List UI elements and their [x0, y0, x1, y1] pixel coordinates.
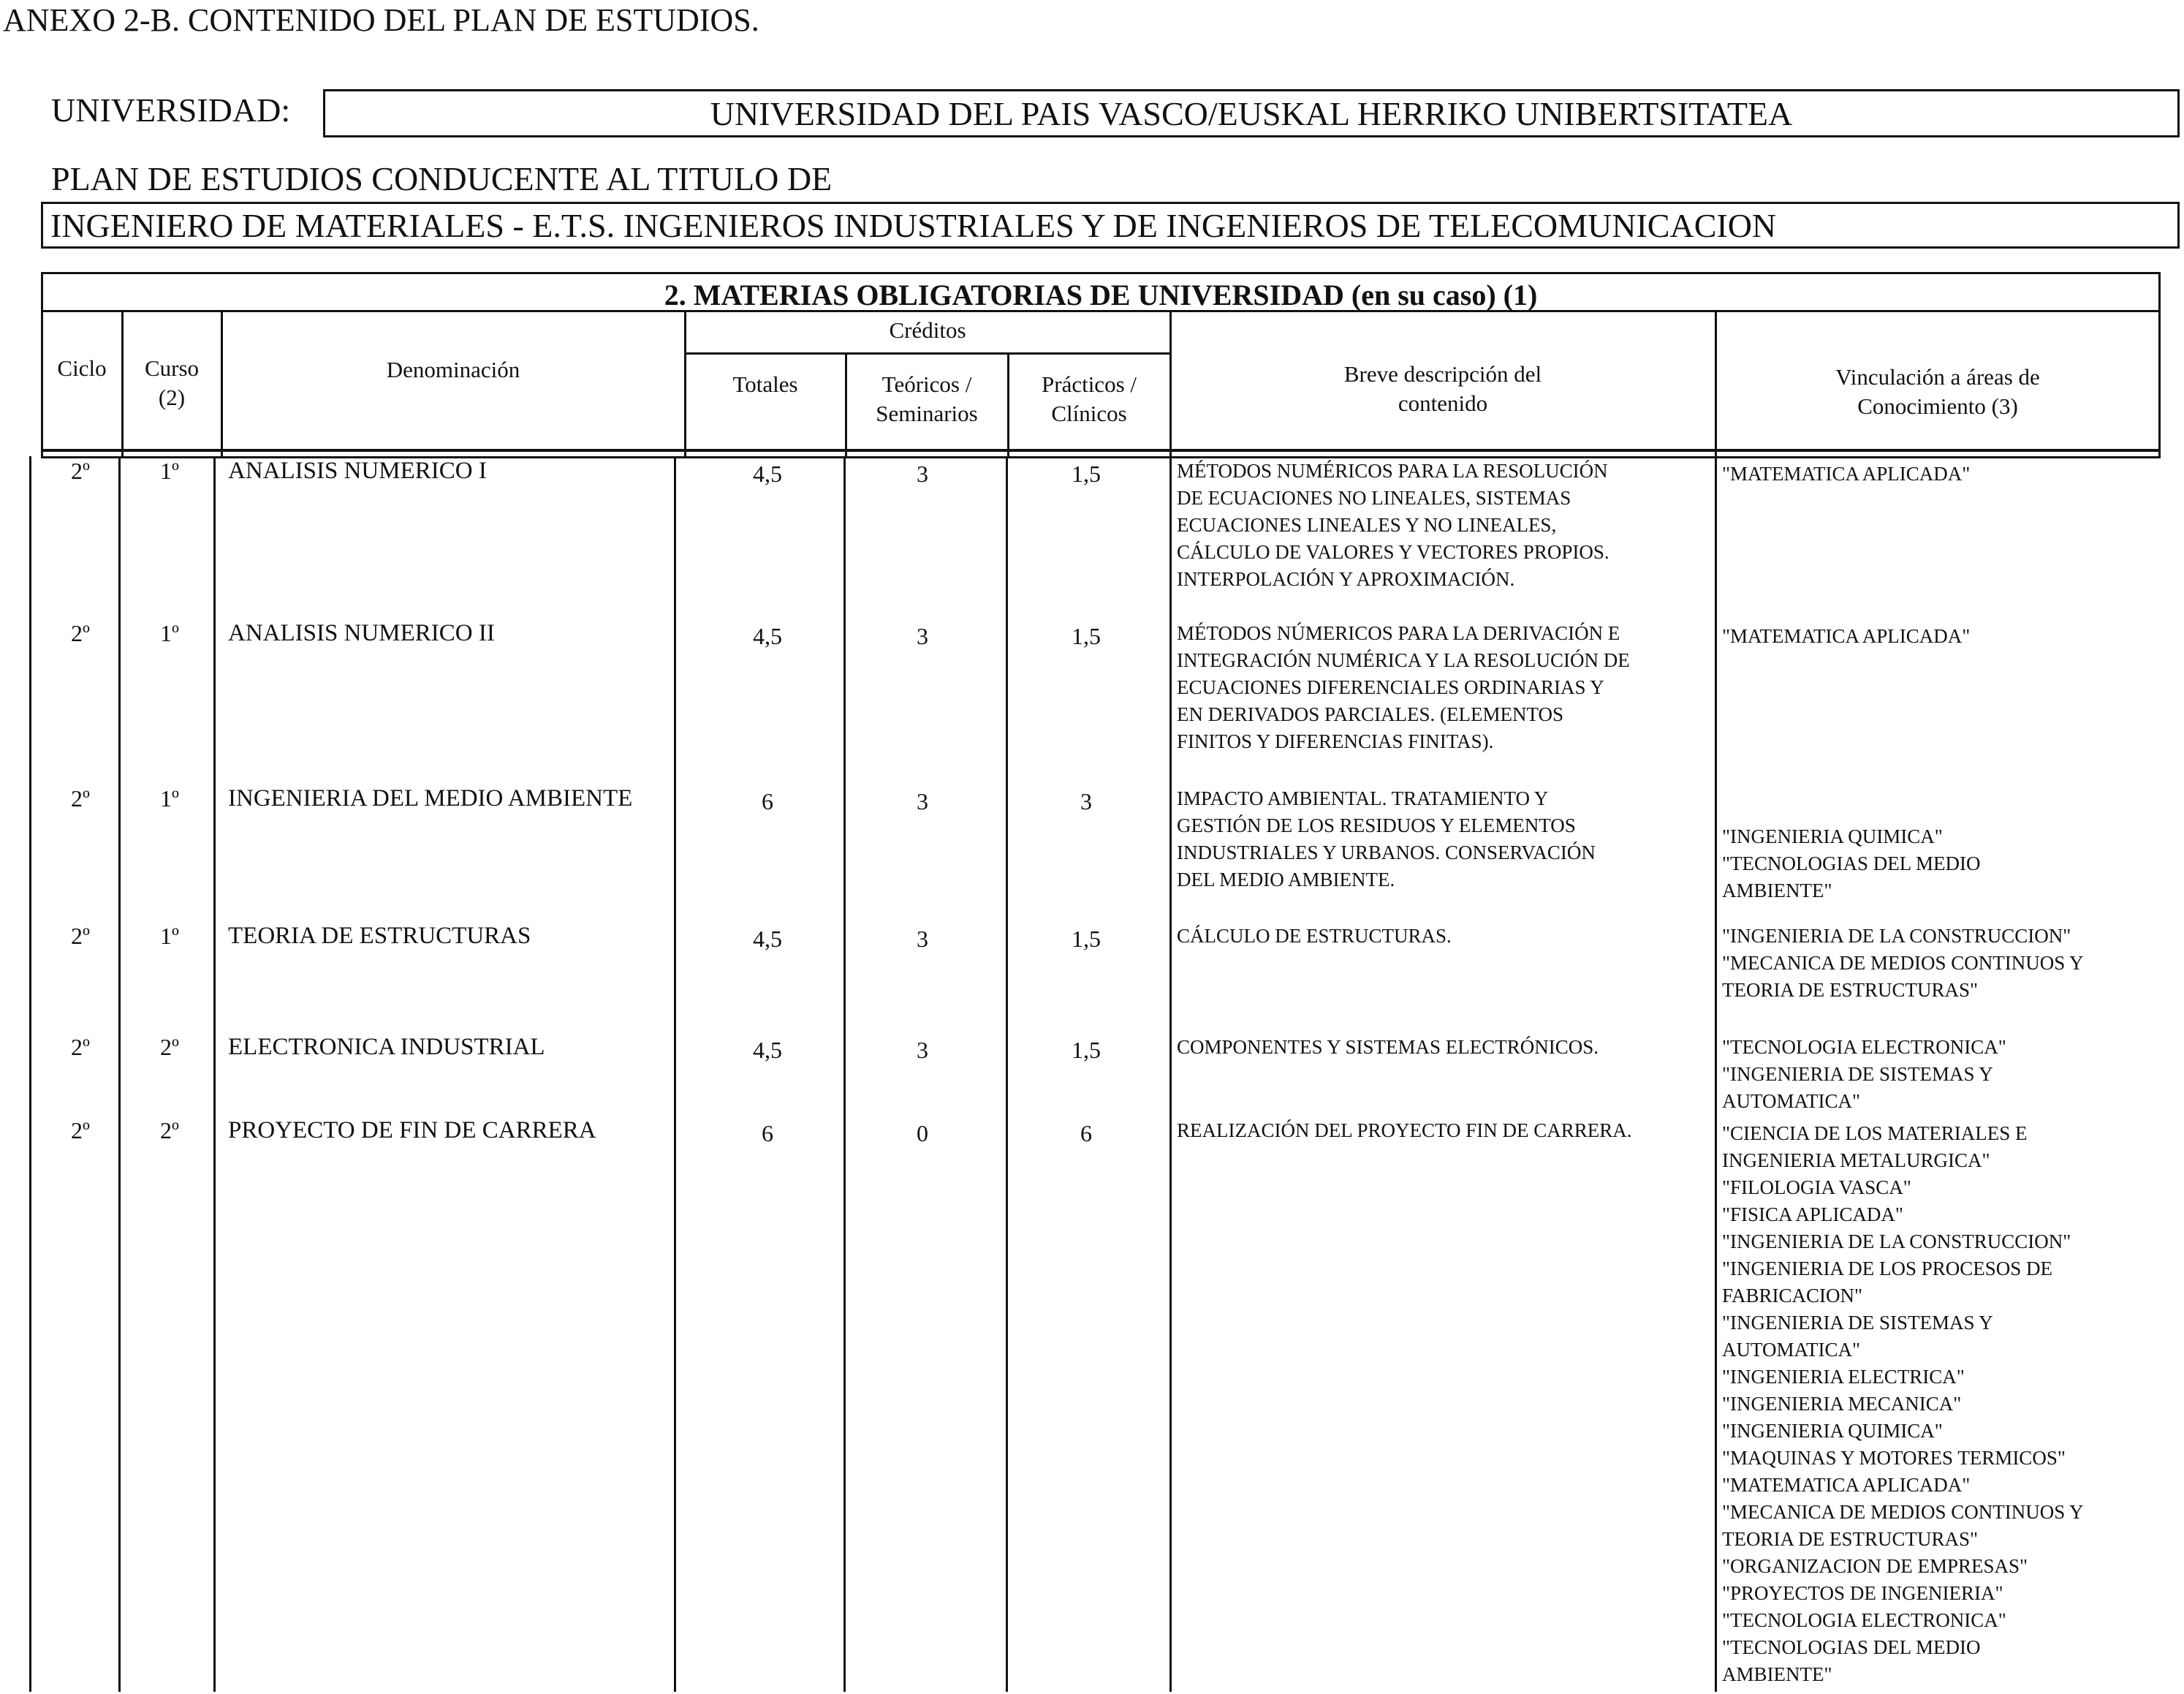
header-descripcion-label: Breve descripción del	[1343, 361, 1542, 387]
area-line: "MECANICA DE MEDIOS CONTINUOS Y	[1722, 1501, 2084, 1523]
body-left-border	[29, 456, 31, 1692]
area-line: "MATEMATICA APLICADA"	[1722, 463, 1971, 485]
descripcion-line: INDUSTRIALES Y URBANOS. CONSERVACIÓN	[1177, 842, 1596, 863]
cell-denominacion: ANALISIS NUMERICO I	[228, 458, 487, 484]
header-denominacion	[222, 355, 684, 385]
cell-descripcion	[1177, 785, 1596, 893]
descripcion-line: COMPONENTES Y SISTEMAS ELECTRÓNICOS.	[1177, 1036, 1599, 1058]
header-ciclo	[42, 354, 121, 383]
table-top-border	[41, 272, 2161, 274]
cell-curso: 1º	[160, 785, 179, 812]
cell-vinculacion	[1722, 923, 2084, 1004]
header-practicos	[1009, 370, 1169, 428]
cell-practicos: 1,5	[1072, 926, 1101, 952]
cell-ciclo: 2º	[71, 923, 90, 949]
descripcion-line: CÁLCULO DE ESTRUCTURAS.	[1177, 925, 1452, 947]
cell-teoricos: 0	[917, 1120, 928, 1146]
area-line: "INGENIERIA DE LA CONSTRUCCION"	[1722, 1230, 2071, 1252]
body-col-teoricos	[1006, 456, 1008, 1692]
descripcion-line: DE ECUACIONES NO LINEALES, SISTEMAS	[1177, 487, 1571, 509]
area-line: TEORIA DE ESTRUCTURAS"	[1722, 979, 1979, 1001]
cell-curso: 2º	[160, 1117, 179, 1143]
cell-descripcion	[1177, 923, 1452, 950]
cell-totales: 4,5	[753, 1037, 782, 1063]
area-line: "FILOLOGIA VASCA"	[1722, 1176, 1911, 1198]
area-line: "INGENIERIA ELECTRICA"	[1722, 1366, 1965, 1388]
area-line: "TECNOLOGIA ELECTRONICA"	[1722, 1036, 2006, 1058]
area-line: AMBIENTE"	[1722, 1663, 1832, 1685]
descripcion-line: ECUACIONES DIFERENCIALES ORDINARIAS Y	[1177, 676, 1604, 698]
area-line: "CIENCIA DE LOS MATERIALES E	[1722, 1122, 2028, 1144]
creditos-divider	[684, 352, 1169, 355]
header-teoricos-label: Teóricos /	[881, 371, 972, 397]
area-line: "INGENIERIA QUIMICA"	[1722, 1420, 1943, 1442]
cell-totales: 4,5	[753, 461, 782, 487]
descripcion-line: CÁLCULO DE VALORES Y VECTORES PROPIOS.	[1177, 541, 1609, 563]
cell-vinculacion	[1722, 823, 1980, 904]
area-line: "INGENIERIA DE LA CONSTRUCCION"	[1722, 925, 2071, 947]
header-totales-label: Totales	[732, 371, 798, 397]
area-line: TEORIA DE ESTRUCTURAS"	[1722, 1528, 1979, 1550]
area-line: "MECANICA DE MEDIOS CONTINUOS Y	[1722, 952, 2084, 974]
descripcion-line: INTERPOLACIÓN Y APROXIMACIÓN.	[1177, 568, 1515, 590]
header-vinculacion-sub: Conocimiento (3)	[1857, 393, 2018, 419]
descripcion-line: ECUACIONES LINEALES Y NO LINEALES,	[1177, 514, 1557, 536]
header-practicos-label: Prácticos /	[1042, 371, 1137, 397]
area-line: "INGENIERIA MECANICA"	[1722, 1393, 1962, 1415]
cell-descripcion	[1177, 1034, 1599, 1061]
header-descripcion-sub: contenido	[1398, 390, 1488, 416]
header-vinculacion-label: Vinculación a áreas de	[1835, 364, 2040, 390]
cell-denominacion: ELECTRONICA INDUSTRIAL	[228, 1034, 545, 1060]
area-line: INGENIERIA METALURGICA"	[1722, 1149, 1990, 1171]
area-line: "FISICA APLICADA"	[1722, 1203, 1903, 1225]
cell-vinculacion	[1722, 461, 1970, 488]
cell-descripcion	[1177, 620, 1630, 755]
cell-vinculacion	[1722, 1120, 2084, 1688]
degree-title-field: INGENIERO DE MATERIALES - E.T.S. INGENIEROS INDUSTRIALES Y DE INGENIEROS DE TELECOMUNICACION	[41, 202, 2180, 249]
cell-teoricos: 3	[917, 1037, 928, 1063]
area-line: "INGENIERIA QUIMICA"	[1722, 825, 1943, 847]
header-vinculacion	[1716, 363, 2159, 421]
cell-denominacion: INGENIERIA DEL MEDIO AMBIENTE	[228, 785, 633, 812]
body-col-descripcion	[1715, 456, 1717, 1692]
annex-title: ANEXO 2-B. CONTENIDO DEL PLAN DE ESTUDIOS.	[3, 2, 759, 38]
area-line: AUTOMATICA"	[1722, 1339, 1861, 1361]
area-line: "TECNOLOGIAS DEL MEDIO	[1722, 852, 1981, 874]
area-line: "MATEMATICA APLICADA"	[1722, 1474, 1971, 1496]
university-label: UNIVERSIDAD:	[51, 91, 291, 129]
cell-practicos: 1,5	[1072, 623, 1101, 649]
cell-totales: 6	[762, 1120, 773, 1146]
cell-practicos: 1,5	[1072, 1037, 1101, 1063]
area-line: "INGENIERIA DE SISTEMAS Y	[1722, 1063, 1993, 1085]
cell-curso: 1º	[160, 923, 179, 949]
cell-totales: 4,5	[753, 926, 782, 952]
plan-label: PLAN DE ESTUDIOS CONDUCENTE AL TITULO DE	[51, 160, 833, 197]
header-denominacion-label: Denominación	[386, 357, 520, 382]
descripcion-line: INTEGRACIÓN NUMÉRICA Y LA RESOLUCIÓN DE	[1177, 649, 1630, 671]
university-field: UNIVERSIDAD DEL PAIS VASCO/EUSKAL HERRIKO UNIBERTSITATEA	[323, 89, 2180, 137]
cell-descripcion	[1177, 1117, 1632, 1144]
cell-totales: 6	[762, 788, 773, 814]
header-ciclo-label: Ciclo	[57, 355, 107, 381]
cell-totales: 4,5	[753, 623, 782, 649]
cell-denominacion: PROYECTO DE FIN DE CARRERA	[228, 1117, 596, 1143]
cell-descripcion	[1177, 458, 1609, 593]
cell-practicos: 1,5	[1072, 461, 1101, 487]
header-teoricos-sub: Seminarios	[876, 401, 978, 426]
header-creditos-label: Créditos	[889, 317, 966, 343]
descripcion-line: IMPACTO AMBIENTAL. TRATAMIENTO Y	[1177, 787, 1549, 809]
cell-teoricos: 3	[917, 788, 928, 814]
area-line: "MAQUINAS Y MOTORES TERMICOS"	[1722, 1447, 2066, 1469]
body-col-practicos	[1169, 456, 1172, 1692]
cell-vinculacion	[1722, 623, 1970, 650]
cell-ciclo: 2º	[71, 620, 90, 646]
area-line: "ORGANIZACION DE EMPRESAS"	[1722, 1555, 2028, 1577]
cell-practicos: 6	[1080, 1120, 1092, 1146]
header-creditos	[686, 316, 1169, 345]
descripcion-line: DEL MEDIO AMBIENTE.	[1177, 869, 1395, 891]
body-col-ciclo	[118, 456, 121, 1692]
body-col-curso	[213, 456, 216, 1692]
cell-vinculacion	[1722, 1034, 2006, 1115]
body-col-totales	[843, 456, 846, 1692]
area-line: "TECNOLOGIAS DEL MEDIO	[1722, 1636, 1981, 1658]
header-curso-label: Curso	[144, 355, 200, 381]
descripcion-line: MÉTODOS NÚMERICOS PARA LA DERIVACIÓN E	[1177, 622, 1620, 644]
area-line: FABRICACION"	[1722, 1285, 1863, 1307]
descripcion-line: GESTIÓN DE LOS RESIDUOS Y ELEMENTOS	[1177, 814, 1576, 836]
cell-ciclo: 2º	[71, 458, 90, 484]
descripcion-line: EN DERIVADOS PARCIALES. (ELEMENTOS	[1177, 703, 1564, 725]
header-curso-note: (2)	[158, 385, 186, 410]
header-totales	[686, 370, 845, 399]
cell-denominacion: TEORIA DE ESTRUCTURAS	[228, 923, 531, 949]
header-bottom-border	[41, 449, 2161, 452]
area-line: "TECNOLOGIA ELECTRONICA"	[1722, 1609, 2006, 1631]
descripcion-line: MÉTODOS NUMÉRICOS PARA LA RESOLUCIÓN	[1177, 460, 1608, 482]
header-practicos-sub: Clínicos	[1051, 401, 1127, 426]
body-col-denominacion	[674, 456, 676, 1692]
cell-curso: 1º	[160, 458, 179, 484]
descripcion-line: REALIZACIÓN DEL PROYECTO FIN DE CARRERA.	[1177, 1119, 1632, 1141]
cell-ciclo: 2º	[71, 1034, 90, 1060]
header-teoricos	[846, 370, 1007, 428]
cell-curso: 1º	[160, 620, 179, 646]
cell-teoricos: 3	[917, 461, 928, 487]
descripcion-line: FINITOS Y DIFERENCIAS FINITAS).	[1177, 730, 1494, 752]
cell-teoricos: 3	[917, 926, 928, 952]
table-title: 2. MATERIAS OBLIGATORIAS DE UNIVERSIDAD (en su caso) (1)	[664, 279, 1538, 311]
cell-teoricos: 3	[917, 623, 928, 649]
area-line: "PROYECTOS DE INGENIERIA"	[1722, 1582, 2003, 1604]
cell-practicos: 3	[1080, 788, 1092, 814]
header-curso	[123, 354, 221, 412]
area-line: "INGENIERIA DE LOS PROCESOS DE	[1722, 1258, 2053, 1279]
cell-ciclo: 2º	[71, 785, 90, 812]
area-line: AUTOMATICA"	[1722, 1090, 1861, 1112]
header-descripcion	[1171, 360, 1715, 418]
area-line: AMBIENTE"	[1722, 880, 1832, 901]
cell-ciclo: 2º	[71, 1117, 90, 1143]
cell-denominacion: ANALISIS NUMERICO II	[228, 620, 495, 646]
area-line: "MATEMATICA APLICADA"	[1722, 625, 1971, 647]
area-line: "INGENIERIA DE SISTEMAS Y	[1722, 1312, 1993, 1334]
cell-curso: 2º	[160, 1034, 179, 1060]
